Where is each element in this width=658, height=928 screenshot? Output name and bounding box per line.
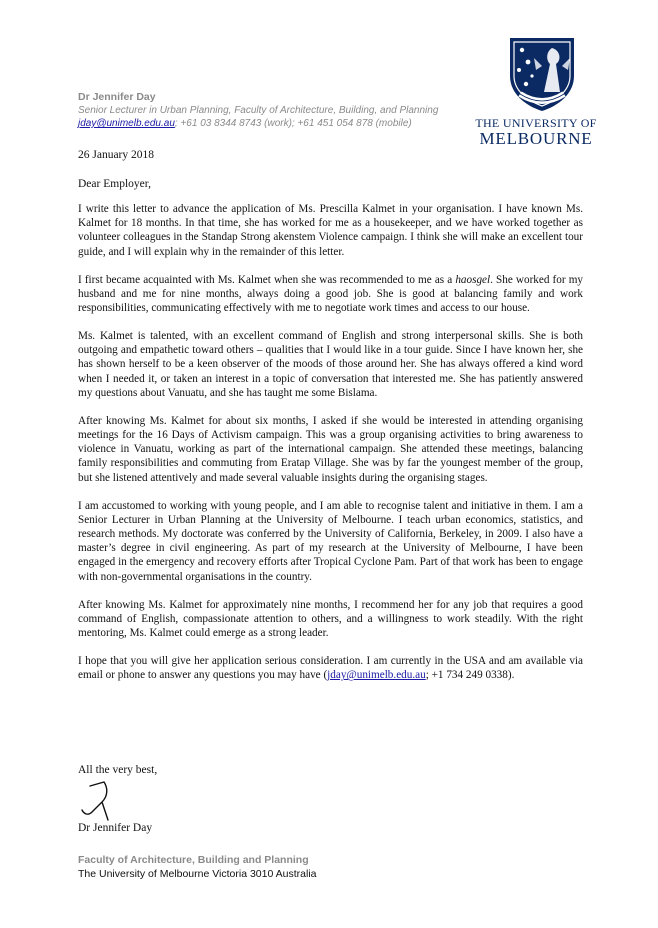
university-logo <box>470 36 600 152</box>
paragraph-7-text-b: ; +1 734 249 0338). <box>425 669 515 682</box>
contact-email-link[interactable]: jday@unimelb.edu.au <box>327 669 426 682</box>
signature-name: Dr Jennifer Day <box>78 822 153 834</box>
sender-name: Dr Jennifer Day <box>78 91 156 103</box>
paragraph-2-text-a: I first became acquainted with Ms. Kalmet when she was recommended to me as a <box>78 273 456 286</box>
paragraph-2 <box>78 273 583 316</box>
paragraph-7 <box>78 654 583 682</box>
salutation: Dear Employer, <box>78 178 151 190</box>
signature-icon <box>78 780 128 822</box>
paragraph-1: I write this letter to advance the application of Ms. Prescilla Kalmet in your organisation. I have known Ms. Kalmet for 18 months. In that time, she has worked for me as a housekeeper, and we have worked together as volunteer colleagues in the Standap Strong akenstem Violence campaign. I think she will make an excellent tour guide, and I will explain why in the remainder of this letter. <box>78 203 583 258</box>
paragraph-6: After knowing Ms. Kalmet for approximately nine months, I recommend her for any job that requires a good command of English, compassionate attention to others, and a willingness to work steadily. With the right mentoring, Ms. Kalmet could emerge as a strong leader. <box>78 598 583 640</box>
paragraph-3: Ms. Kalmet is talented, with an excellent command of English and strong interpersonal skills. She is both outgoing and empathetic toward others – qualities that I would like in a tour guide. Since I have known her, she has shown herself to be a keen observer of the moods of those around her. She has always offered a kind word when I needed it, or taken an interest in a topic of conversation that interested me. She has patiently answered my questions about Vanuatu, and she has taught me some Bislama. <box>78 330 583 399</box>
paragraph-7-text-a: I hope that you will give her application serious consideration. I am currently in the USA and am available via email or phone to answer any questions you may have ( <box>78 655 583 682</box>
paragraph-2-italic: haosgel <box>455 273 491 286</box>
university-crest-icon <box>506 36 578 112</box>
logo-text-line1: THE UNIVERSITY OF <box>475 116 597 130</box>
logo-text-line2: MELBOURNE <box>479 129 593 148</box>
sender-email-link[interactable]: jday@unimelb.edu.au <box>78 118 175 129</box>
paragraph-4: After knowing Ms. Kalmet for about six months, I asked if she would be interested in attending organising meetings for the 16 Days of Activism campaign. This was a group organising activities to bring awareness to violence in Vanuatu, working as part of the international campaign. She attended these meetings, balancing family responsibilities and commuting from Eratap Village. She was by far the youngest member of the group, but she listened attentively and made several valuable insights during the organising stages. <box>78 414 583 484</box>
letter-date: 26 January 2018 <box>78 149 155 161</box>
footer-faculty: Faculty of Architecture, Building and Planning <box>78 854 309 866</box>
paragraph-2-text-b: . She worked for my husband and me for nine months, always doing a good job. She is good at balancing family and work responsibilities, communicating effectively with me to negotiate work times and access to our house. <box>78 273 583 315</box>
footer-address: The University of Melbourne Victoria 3010 Australia <box>78 868 317 880</box>
letter-body <box>78 202 583 696</box>
sender-contact <box>78 118 412 129</box>
paragraph-5: I am accustomed to working with young people, and I am able to recognise talent and initiative in them. I am a Senior Lecturer in Urban Planning at the University of Melbourne. I teach urban economics, statistics, and research methods. My doctorate was conferred by the University of California, Berkeley, in 2009. I also have a master’s degree in civil engineering. As part of my research at the University of Melbourne, I have been engaged in the emergency and recovery efforts after Tropical Cyclone Pam. Part of that work has been to engage with non-governmental organisations in the country. <box>78 499 583 583</box>
sender-title: Senior Lecturer in Urban Planning, Faculty of Architecture, Building, and Planning <box>78 105 439 116</box>
closing: All the very best, <box>78 764 158 776</box>
sender-phones: ; +61 03 8344 8743 (work); +61 451 054 878 (mobile) <box>174 118 412 129</box>
